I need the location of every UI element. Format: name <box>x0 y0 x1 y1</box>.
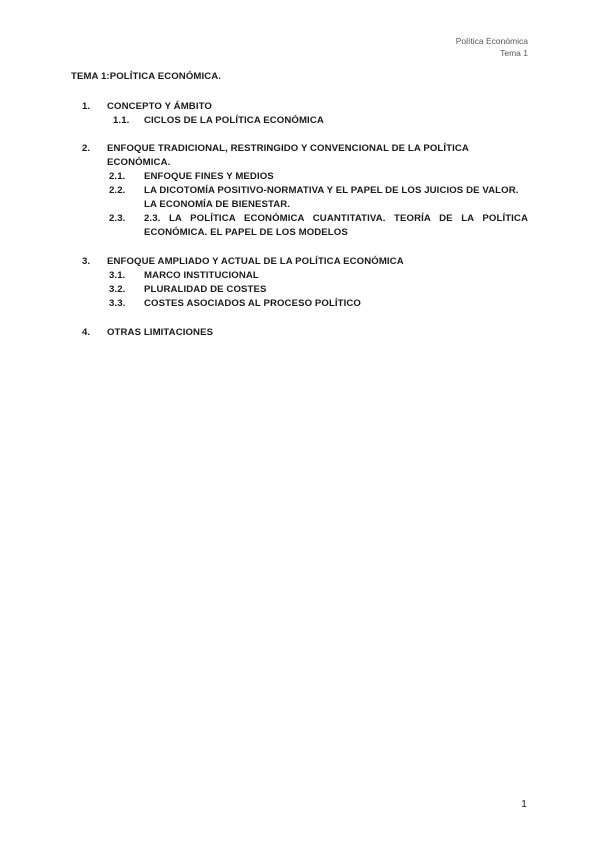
toc-item-text: ENFOQUE TRADICIONAL, RESTRINGIDO Y CONVENCIONAL DE LA POLÍTICA ECONÓMICA. <box>107 143 469 168</box>
toc-item-number: 3. <box>82 256 91 267</box>
toc-item-number: 4. <box>82 327 91 338</box>
toc-item-number: 2.2. <box>109 185 126 196</box>
header-unit: Tema 1 <box>500 48 528 58</box>
toc-item-number: 2.3. <box>109 213 126 224</box>
document-title: TEMA 1:POLÍTICA ECONÓMICA. <box>71 71 222 82</box>
toc-item-text: LA DICOTOMÍA POSITIVO-NORMATIVA Y EL PAPEL DE LOS JUICIOS DE VALOR. LA ECONOMÍA DE BIENESTAR. <box>144 185 519 210</box>
toc-item-number: 3.1. <box>109 270 126 281</box>
toc-item-text: ENFOQUE AMPLIADO Y ACTUAL DE LA POLÍTICA ECONÓMICA <box>107 256 404 267</box>
toc-item-number: 3.3. <box>109 298 126 309</box>
toc-item-text: PLURALIDAD DE COSTES <box>144 284 267 295</box>
toc-item-text: COSTES ASOCIADOS AL PROCESO POLÍTICO <box>144 298 361 309</box>
toc-item-number: 2.1. <box>109 171 126 182</box>
toc-item-text: ENFOQUE FINES Y MEDIOS <box>144 171 274 182</box>
header-subject: Política Económica <box>455 36 528 46</box>
toc-item-text: MARCO INSTITUCIONAL <box>144 270 259 281</box>
toc-item-text: CICLOS DE LA POLÍTICA ECONÓMICA <box>144 115 324 126</box>
toc-item-text: OTRAS LIMITACIONES <box>107 327 214 338</box>
toc-item-number: 3.2. <box>109 284 126 295</box>
toc-item-number: 1. <box>82 101 91 112</box>
toc-item-text: CONCEPTO Y ÁMBITO <box>107 101 212 112</box>
running-header <box>456 35 528 59</box>
toc-item-number: 1.1. <box>113 115 130 126</box>
toc-item-number: 2. <box>82 143 91 154</box>
page-number: 1 <box>521 798 527 810</box>
toc-item-text: 2.3. LA POLÍTICA ECONÓMICA CUANTITATIVA. TEORÍA DE LA POLÍTICA ECONÓMICA. EL PAPEL DE LOS MODELOS <box>144 213 528 238</box>
